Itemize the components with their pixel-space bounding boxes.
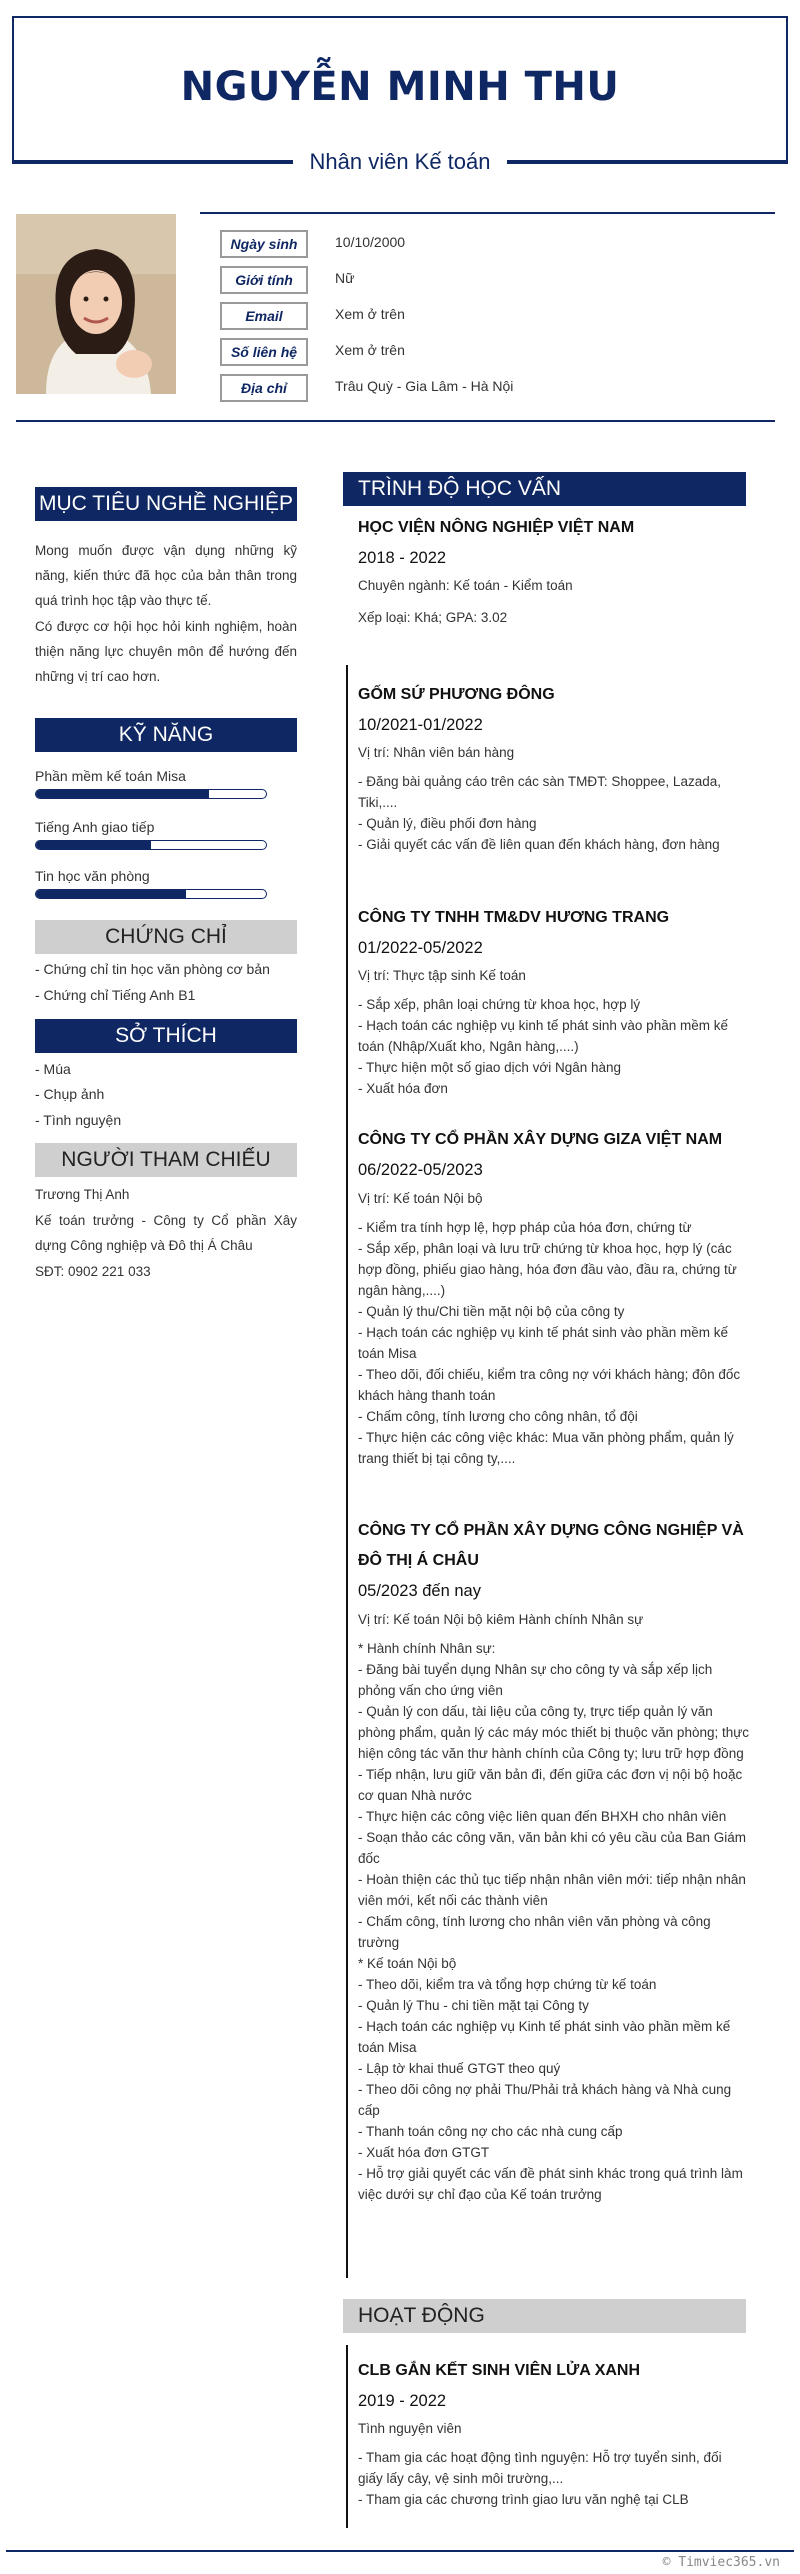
education-school: HỌC VIỆN NÔNG NGHIỆP VIỆT NAM — [358, 519, 635, 536]
skill-label-office: Tin học văn phòng — [35, 868, 150, 884]
activities-timeline-line — [346, 2345, 348, 2528]
skill-label-misa: Phần mềm kế toán Misa — [35, 768, 186, 784]
experience-details: - Đăng bài quảng cáo trên các sàn TMĐT: Shoppee, Lazada, Tiki,.... - Quản lý, điều phối đơn hàng - Giải quyết các vấn đề liên quan đến khách hàng, đơn hàng — [358, 774, 721, 852]
reference-role: Kế toán trưởng - Công ty Cổ phần Xây dựng Công nghiệp và Đô thị Á Châu — [35, 1213, 297, 1253]
info-row-gender — [220, 266, 780, 294]
reference-name: Trương Thị Anh — [35, 1187, 130, 1202]
education-period: 2018 - 2022 — [358, 549, 447, 567]
education-major: Chuyên ngành: Kế toán - Kiểm toán — [358, 578, 573, 593]
info-row-email — [220, 302, 780, 330]
activity-period: 2019 - 2022 — [358, 2392, 447, 2410]
email-value: Xem ở trên — [335, 306, 405, 322]
experience-period: 10/2021-01/2022 — [358, 716, 483, 734]
activities-title: HOẠT ĐỘNG — [343, 2299, 746, 2333]
objective-text-1: Mong muốn được vận dụng những kỹ năng, kiến thức đã học của bản thân trong quá trình học tập vào thực tế. — [35, 543, 297, 608]
objective-text-2: Có được cơ hội học hỏi kinh nghiệm, hoàn thiện năng lực chuyên môn để hướng đến những vị trí cao hơn. — [35, 619, 297, 684]
education-title: TRÌNH ĐỘ HỌC VẤN — [343, 472, 746, 506]
activity-org: CLB GẮN KẾT SINH VIÊN LỬA XANH — [358, 2362, 641, 2379]
gender-label: Giới tính — [220, 266, 308, 294]
position-title: Nhân viên Kế toán — [293, 149, 506, 175]
activity-role: Tình nguyện viên — [358, 2421, 462, 2436]
skill-bar-misa — [35, 789, 267, 799]
skill-fill — [36, 841, 151, 849]
info-top-divider — [200, 212, 775, 214]
gender-value: Nữ — [335, 270, 355, 286]
reference-phone: SĐT: 0902 221 033 — [35, 1264, 151, 1279]
experience-details: - Kiểm tra tính hợp lệ, hợp pháp của hóa đơn, chứng từ - Sắp xếp, phân loại và lưu trữ chứng từ khoa học, hợp lý (các hợp đồng, phiếu giao hàng, hóa đơn đầu vào, đầu ra, chứng từ ngân hàng,....) - Quản lý thu/Chi tiền mặt nội bộ của công ty - Hạch toán các nghiệp vụ kinh tế phát sinh vào phần mềm kế toán Misa - Theo dõi, đối chiếu, kiểm tra công nợ với khách hàng; đôn đốc khách hàng thanh toán - Chấm công, tính lương cho công nhân, tổ đội - Thực hiện các công việc khác: Mua văn phòng phẩm, quản lý trang thiết bị tại công ty,.... — [358, 1220, 741, 1466]
footer-watermark: © Timviec365.vn — [662, 2555, 780, 2570]
experience-role: Vị trí: Kế toán Nội bộ kiêm Hành chính Nhân sự — [358, 1612, 644, 1627]
skill-bar-office — [35, 889, 267, 899]
candidate-name: NGUYỄN MINH THU — [180, 64, 620, 110]
hobby-item: - Chụp ảnh — [35, 1086, 105, 1102]
certificates-title: CHỨNG CHỈ — [35, 920, 297, 954]
info-row-dob — [220, 230, 780, 258]
experience-role: Vị trí: Kế toán Nội bộ — [358, 1191, 483, 1206]
info-bottom-divider — [16, 420, 775, 422]
skills-title: KỸ NĂNG — [35, 718, 297, 752]
experience-period: 01/2022-05/2022 — [358, 939, 483, 957]
experience-company: CÔNG TY CỔ PHẦN XÂY DỰNG CÔNG NGHIỆP VÀ ĐÔ THỊ Á CHÂU — [358, 1522, 744, 1569]
position-title-line — [12, 149, 788, 175]
hobbies-title: SỞ THÍCH — [35, 1019, 297, 1053]
skill-fill — [36, 890, 186, 898]
hobby-item: - Tình nguyện — [35, 1112, 122, 1128]
profile-photo — [16, 214, 176, 394]
reference-title: NGƯỜI THAM CHIẾU — [35, 1143, 297, 1177]
email-label: Email — [220, 302, 308, 330]
skill-label-english: Tiếng Anh giao tiếp — [35, 819, 155, 835]
activity-details: - Tham gia các hoạt động tình nguyện: Hỗ trợ tuyển sinh, đối giấy lấy cây, vệ sinh môi trường,... - Tham gia các chương trình giao lưu văn nghệ tại CLB — [358, 2450, 722, 2507]
experience-timeline-line — [346, 665, 348, 2278]
education-grade: Xếp loại: Khá; GPA: 3.02 — [358, 610, 508, 625]
experience-period: 06/2022-05/2023 — [358, 1161, 483, 1179]
hobby-item: - Múa — [35, 1061, 71, 1077]
header-frame — [12, 16, 788, 162]
experience-period: 05/2023 đến nay — [358, 1582, 481, 1600]
skill-fill — [36, 790, 209, 798]
portrait-image — [16, 214, 176, 394]
experience-company: CÔNG TY CỔ PHẦN XÂY DỰNG GIZA VIỆT NAM — [358, 1131, 723, 1148]
certificate-item: - Chứng chỉ tin học văn phòng cơ bản — [35, 961, 270, 977]
address-label: Địa chỉ — [220, 374, 308, 402]
experience-company: CÔNG TY TNHH TM&DV HƯƠNG TRANG — [358, 909, 670, 926]
dob-value: 10/10/2000 — [335, 234, 406, 250]
experience-details: * Hành chính Nhân sự: - Đăng bài tuyển dụng Nhân sự cho công ty và sắp xếp lịch phỏng vấn cho ứng viên - Quản lý con dấu, tài liệu của công ty, trực tiếp quản lý văn phòng phẩm, quản lý các máy móc thiết bị thuộc văn phòng; thực hiện công tác văn thư hành chính của Công ty; lưu trữ hợp đồng - Tiếp nhận, lưu giữ văn bản đi, đến giữa các đơn vị nội bộ hoặc cơ quan Nhà nước - Thực hiện các công việc liên quan đến BHXH cho nhân viên - Soạn thảo các công văn, văn bản khi có yêu cầu của Ban Giám đốc - Hoàn thiện các thủ tục tiếp nhận nhân viên mới: tiếp nhận nhân viên mới, kết nối các thành viên - Chấm công, tính lương cho nhân viên văn phòng và công trường * Kế toán Nội bộ - Theo dõi, kiểm tra và tổng hợp chứng từ kế toán - Quản lý Thu - chi tiền mặt tại Công ty - Hạch toán các nghiệp vụ Kinh tế phát sinh vào phần mềm kế toán Misa - Lập tờ khai thuế GTGT theo quý - Theo dõi công nợ phải Thu/Phải trả khách hàng và Nhà cung cấp - Thanh toán công nợ cho các nhà cung cấp - Xuất hóa đơn GTGT - Hỗ trợ giải quyết các vấn đề phát sinh khác trong quá trình làm việc dưới sự chỉ đạo của Kế toán trưởng — [358, 1641, 750, 2202]
experience-details: - Sắp xếp, phân loại chứng từ khoa học, hợp lý - Hạch toán các nghiệp vụ kinh tế phát sinh vào phần mềm kế toán (Nhập/Xuất kho, Ngân hàng,....) - Thực hiện một số giao dịch với Ngân hàng - Xuất hóa đơn — [358, 997, 728, 1096]
address-value: Trâu Quỳ - Gia Lâm - Hà Nội — [335, 378, 514, 394]
phone-value: Xem ở trên — [335, 342, 405, 358]
phone-label: Số liên hệ — [220, 338, 308, 366]
objective-title: MỤC TIÊU NGHỀ NGHIỆP — [35, 487, 297, 521]
info-row-address — [220, 374, 780, 402]
experience-role: Vị trí: Thực tập sinh Kế toán — [358, 968, 526, 983]
experience-role: Vị trí: Nhân viên bán hàng — [358, 745, 515, 760]
skill-bar-english — [35, 840, 267, 850]
certificate-item: - Chứng chỉ Tiếng Anh B1 — [35, 987, 196, 1003]
dob-label: Ngày sinh — [220, 230, 308, 258]
footer-divider — [6, 2550, 794, 2552]
info-row-phone — [220, 338, 780, 366]
experience-company: GỐM SỨ PHƯƠNG ĐÔNG — [358, 686, 555, 703]
